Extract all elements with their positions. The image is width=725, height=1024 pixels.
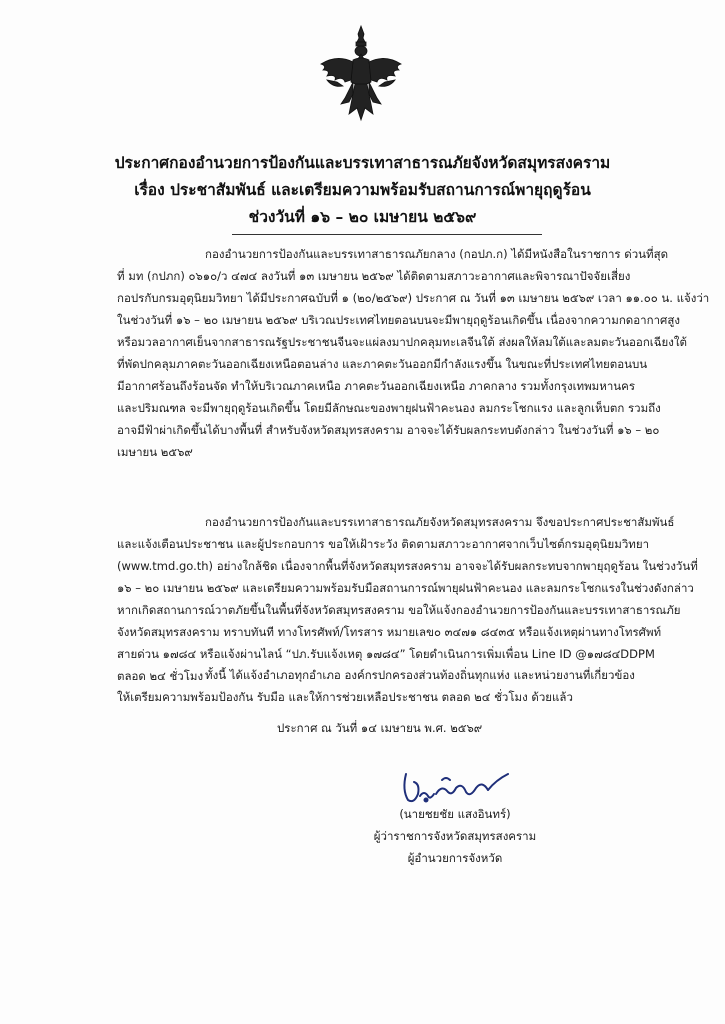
signatory-block (340, 803, 570, 869)
paragraph-line: ที่พัดปกคลุมภาคตะวันออกเฉียงเหนือตอนล่าง และภาคตะวันออกมีกำลังแรงขึ้น ในขณะที่ประเทศไทยตอนบน (117, 357, 648, 371)
signatory-position: ผู้ว่าราชการจังหวัดสมุทรสงคราม (373, 829, 537, 843)
paragraph-line: ทั้งนี้ ได้แจ้งอำเภอทุกอำเภอ องค์กรปกครองส่วนท้องถิ่นทุกแห่ง และหน่วยงานที่เกี่ยวข้อง (205, 668, 635, 682)
paragraph-line: (www.tmd.go.th) อย่างใกล้ชิด เนื่องจากพื้นที่จังหวัดสมุทรสงคราม อาจจะได้รับผลกระทบจากพายุฤดูร้อน ในช่วงวันที่ (117, 559, 698, 573)
title-line-1: ประกาศกองอำนวยการป้องกันและบรรเทาสาธารณภัยจังหวัดสมุทรสงคราม (114, 154, 611, 172)
paragraph-line: มีอากาศร้อนถึงร้อนจัด ทำให้บริเวณภาคเหนือ ภาคตะวันออกเฉียงเหนือ ภาคกลาง รวมทั้งกรุงเทพมหานคร (117, 379, 636, 393)
paragraph-3 (117, 664, 645, 708)
signatory-name: (นายชยชัย แสงอินทร์) (399, 807, 511, 821)
paragraph-line: และแจ้งเตือนประชาชน และผู้ประกอบการ ขอให้เฝ้าระวัง ติดตามสภาวะอากาศจากเว็บไซต์กรมอุตุนิยมวิทยา (117, 537, 650, 551)
paragraph-line: จังหวัดสมุทรสงคราม ทราบทันที ทางโทรศัพท์/โทรสาร หมายเลข๐ ๓๔๗๑ ๘๔๓๕ หรือแจ้งเหตุผ่านทางโทรศัพท์ (117, 625, 662, 639)
title-divider (232, 234, 542, 235)
paragraph-line: สายด่วน ๑๗๘๔ หรือแจ้งผ่านไลน์ “ปภ.รับแจ้งเหตุ ๑๗๘๔” โดยดำเนินการเพิ่มเพื่อน Line ID @๑๗๘๔DDPM (117, 647, 655, 661)
paragraph-line: อาจมีฟ้าผ่าเกิดขึ้นได้บางพื้นที่ สำหรับจังหวัดสมุทรสงคราม อาจจะได้รับผลกระทบดังกล่าว ในช่วงวันที่ ๑๖ – ๒๐ (117, 423, 660, 437)
paragraph-line: กองอำนวยการป้องกันและบรรเทาสาธารณภัยจังหวัดสมุทรสงคราม จึงขอประกาศประชาสัมพันธ์ (205, 515, 675, 529)
title-line-2: เรื่อง ประชาสัมพันธ์ และเตรียมความพร้อมรับสถานการณ์พายุฤดูร้อน (134, 181, 591, 199)
paragraph-line: ตลอด ๒๔ ชั่วโมง (117, 669, 204, 683)
paragraph-line: ให้เตรียมความพร้อมป้องกัน รับมือ และให้การช่วยเหลือประชาชน ตลอด ๒๔ ชั่วโมง ด้วยแล้ว (117, 690, 573, 704)
paragraph-line: เมษายน ๒๕๖๙ (117, 445, 193, 459)
announcement-date: ประกาศ ณ วันที่ ๑๔ เมษายน พ.ศ. ๒๕๖๙ (277, 721, 483, 735)
garuda-emblem-icon (313, 24, 409, 124)
paragraph-line: กองอำนวยการป้องกันและบรรเทาสาธารณภัยกลาง (กอปภ.ก) ได้มีหนังสือในราชการ ด่วนที่สุด (205, 247, 669, 261)
paragraph-2 (117, 511, 698, 687)
paragraph-line: ที่ มท (กปภก) ๐๖๑๐/ว ๔๗๔ ลงวันที่ ๑๓ เมษายน ๒๕๖๙ ได้ติดตามสภาวะอากาศและพิจารณาปัจจัยเสี่ยง (117, 269, 631, 283)
paragraph-line: หรือมวลอากาศเย็นจากสาธารณรัฐประชาชนจีนจะแผ่ลงมาปกคลุมทะเลจีนใต้ ส่งผลให้ลมใต้และลมตะวันออกเฉียงใต้ (117, 335, 687, 349)
paragraph-line: และปริมณฑล จะมีพายุฤดูร้อนเกิดขึ้น โดยมีลักษณะของพายุฝนฟ้าคะนอง ลมกระโชกแรง และลูกเห็บตก รวมถึง (117, 401, 661, 415)
paragraph-line: ในช่วงวันที่ ๑๖ – ๒๐ เมษายน ๒๕๖๙ บริเวณประเทศไทยตอนบนจะมีพายุฤดูร้อนเกิดขึ้น เนื่องจากความกดอากาศสูง (117, 313, 680, 327)
signatory-position: ผู้อำนวยการจังหวัด (407, 851, 503, 865)
paragraph-line: หากเกิดสถานการณ์วาตภัยขึ้นในพื้นที่จังหวัดสมุทรสงคราม ขอให้แจ้งกองอำนวยการป้องกันและบรรเทาสาธารณภัย (117, 603, 681, 617)
paragraph-1 (117, 243, 710, 463)
paragraph-line: ๑๖ – ๒๐ เมษายน ๒๕๖๙ และเตรียมความพร้อมรับมือสถานการณ์พายุฝนฟ้าคะนอง และลมกระโชกแรงในช่วงดังกล่าว (117, 581, 694, 595)
title-line-3: ช่วงวันที่ ๑๖ – ๒๐ เมษายน ๒๕๖๙ (248, 208, 477, 226)
document-title (60, 150, 665, 231)
paragraph-line: กอปรกับกรมอุตุนิยมวิทยา ได้มีประกาศฉบับที่ ๑ (๒๐/๒๕๖๙) ประกาศ ณ วันที่ ๑๓ เมษายน ๒๕๖๙ เวลา ๑๑.๐๐ น. แจ้งว่า (117, 291, 710, 305)
